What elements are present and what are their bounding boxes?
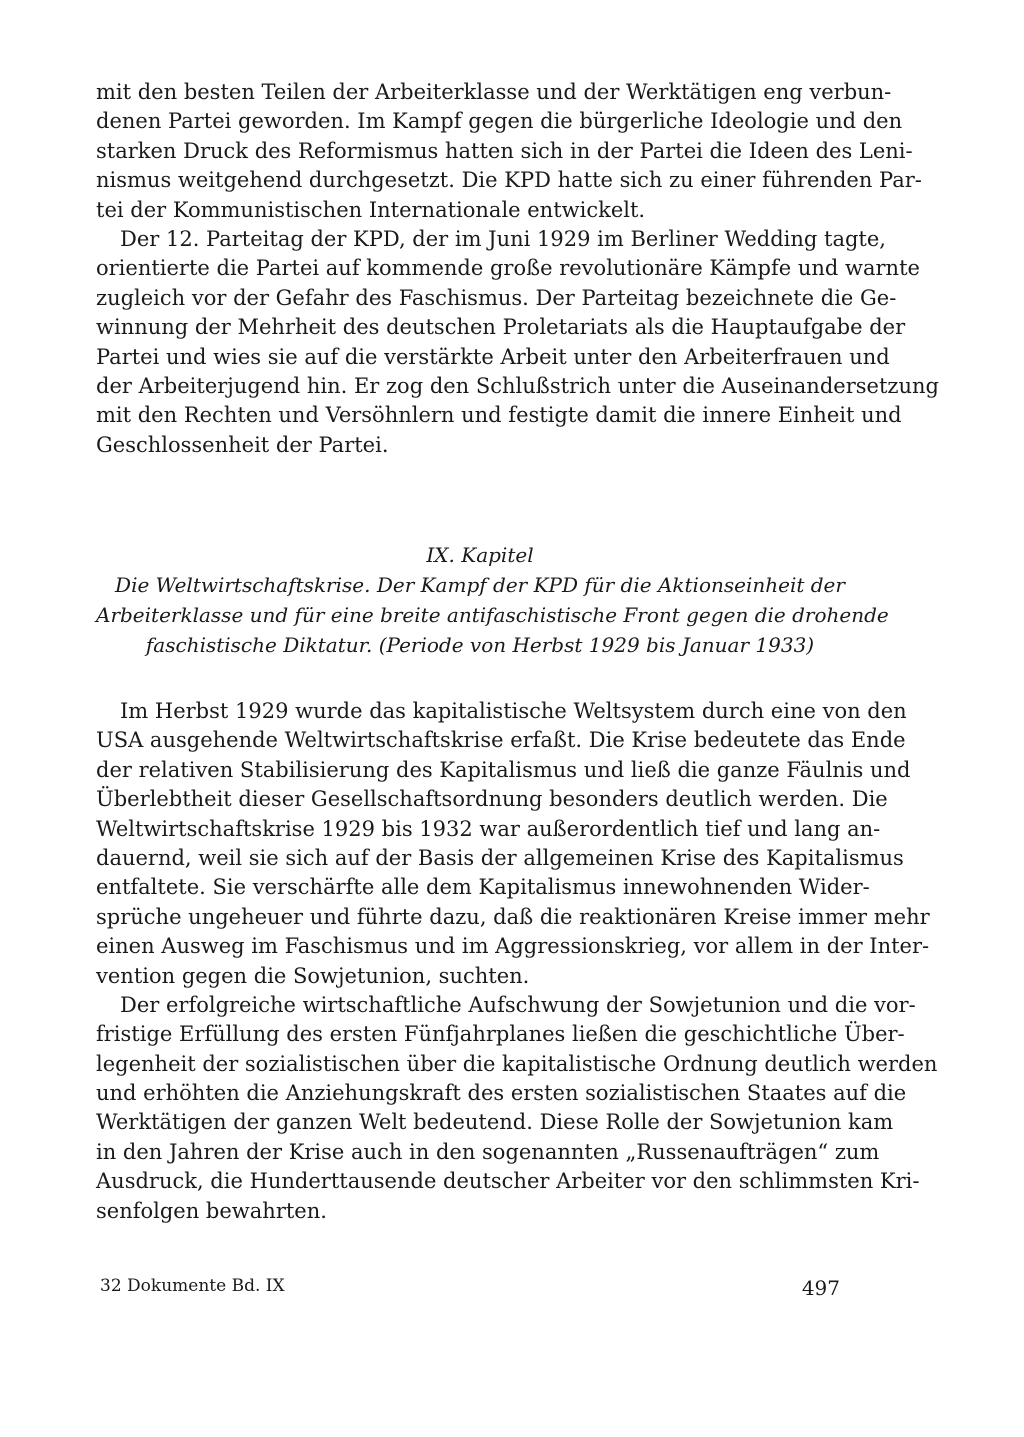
text-line: mit den Rechten und Versöhnlern und festigte damit die innere Einheit und	[96, 403, 902, 428]
text-line: und erhöhten die Anziehungskraft des ersten sozialistischen Staates auf die	[96, 1081, 907, 1106]
signature-mark: 32 Dokumente Bd. IX	[100, 1276, 285, 1296]
text-line: legenheit der sozialistischen über die kapitalistische Ordnung deutlich werden	[96, 1051, 938, 1076]
text-line: senfolgen bewahrten.	[96, 1198, 327, 1223]
text-line: orientierte die Partei auf kommende große revolutionäre Kämpfe und warnte	[96, 256, 920, 281]
text-line: mit den besten Teilen der Arbeiterklasse und der Werktätigen eng verbun-	[96, 80, 892, 104]
body-text-bottom	[96, 697, 938, 1226]
chapter-heading	[96, 540, 889, 660]
text-line: Der 12. Parteitag der KPD, der im Juni 1929 im Berliner Wedding tagte,	[120, 226, 886, 251]
text-line: der Arbeiterjugend hin. Er zog den Schlußstrich unter die Auseinandersetzung	[96, 373, 939, 398]
text-line: Partei und wies sie auf die verstärkte Arbeit unter den Arbeiterfrauen und	[96, 344, 890, 369]
text-line: USA ausgehende Weltwirtschaftskrise erfaßt. Die Krise bedeutete das Ende	[96, 728, 906, 753]
text-line: Werktätigen der ganzen Welt bedeutend. Diese Rolle der Sowjetunion kam	[96, 1110, 894, 1135]
text-line: Weltwirtschaftskrise 1929 bis 1932 war außerordentlich tief und lang an-	[96, 816, 881, 841]
text-line: sprüche ungeheuer und führte dazu, daß die reaktionären Kreise immer mehr	[96, 904, 930, 929]
text-line: Überlebtheit dieser Gesellschaftsordnung besonders deutlich werden. Die	[96, 787, 888, 812]
page-footer	[100, 1276, 840, 1306]
text-line: der relativen Stabilisierung des Kapitalismus und ließ die ganze Fäulnis und	[96, 757, 911, 782]
text-line: in den Jahren der Krise auch in den sogenannten „Russenaufträgen“ zum	[96, 1139, 880, 1164]
chapter-number: IX. Kapitel	[426, 543, 534, 567]
text-line: einen Ausweg im Faschismus und im Aggressionskrieg, vor allem in der Inter-	[96, 934, 930, 959]
text-line: zugleich vor der Gefahr des Faschismus. Der Parteitag bezeichnete die Ge-	[96, 285, 897, 310]
text-line: denen Partei geworden. Im Kampf gegen die bürgerliche Ideologie und den	[96, 109, 903, 134]
text-line: nismus weitgehend durchgesetzt. Die KPD hatte sich zu einer führenden Par-	[96, 168, 922, 193]
text-line: Der erfolgreiche wirtschaftliche Aufschwung der Sowjetunion und die vor-	[120, 992, 916, 1017]
page-number: 497	[801, 1276, 840, 1300]
text-line: fristige Erfüllung des ersten Fünfjahrplanes ließen die geschichtliche Über-	[96, 1022, 905, 1047]
text-line: Ausdruck, die Hunderttausende deutscher Arbeiter vor den schlimmsten Kri-	[96, 1169, 920, 1194]
text-line: starken Druck des Reformismus hatten sich in der Partei die Ideen des Leni-	[96, 138, 913, 163]
paragraph-3	[96, 697, 930, 991]
text-line: tei der Kommunistischen Internationale entwickelt.	[96, 197, 646, 222]
chapter-title-line: faschistische Diktatur. (Periode von Herbst 1929 bis Januar 1933)	[145, 633, 815, 657]
chapter-title-line: Die Weltwirtschaftskrise. Der Kampf der KPD für die Aktionseinheit der	[115, 573, 845, 597]
text-line: entfaltete. Sie verschärfte alle dem Kapitalismus innewohnenden Wider-	[96, 875, 870, 900]
text-line: vention gegen die Sowjetunion, suchten.	[96, 963, 530, 988]
paragraph-4	[96, 991, 938, 1226]
chapter-title-line: Arbeiterklasse und für eine breite antifaschistische Front gegen die drohende	[96, 603, 889, 627]
paragraph-2	[96, 225, 939, 460]
text-line: winnung der Mehrheit des deutschen Proletariats als die Hauptaufgabe der	[96, 315, 906, 340]
body-text-top	[96, 78, 939, 460]
paragraph-1	[96, 78, 922, 225]
text-line: Im Herbst 1929 wurde das kapitalistische Weltsystem durch eine von den	[120, 699, 907, 723]
text-line: Geschlossenheit der Partei.	[96, 432, 389, 457]
text-line: dauernd, weil sie sich auf der Basis der allgemeinen Krise des Kapitalismus	[96, 845, 904, 870]
